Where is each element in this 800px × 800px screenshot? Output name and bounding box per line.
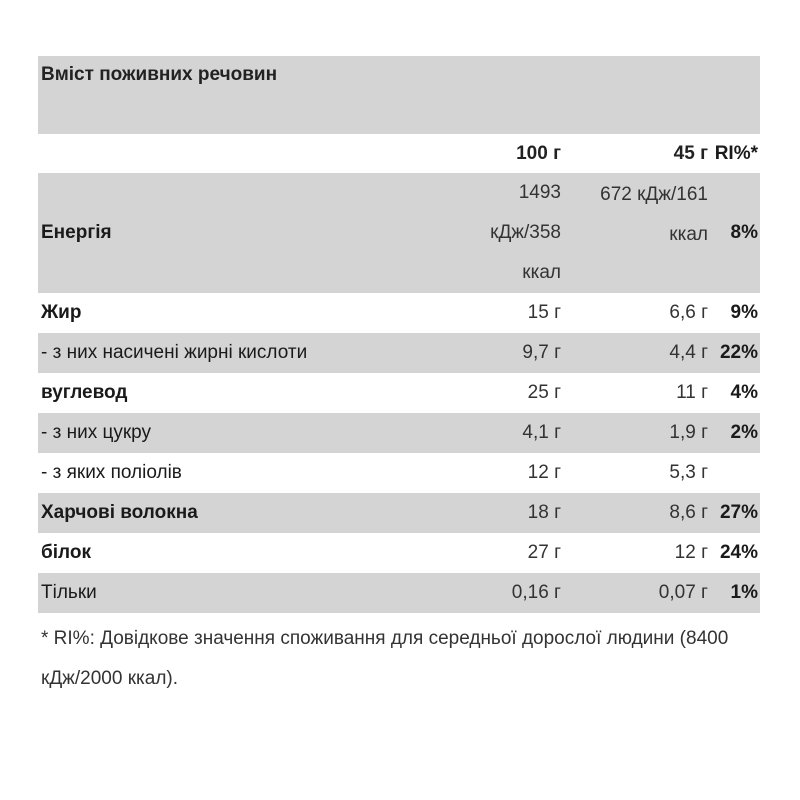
row-name: - з яких поліолів [41, 462, 182, 483]
row-name: Енергія [38, 173, 418, 293]
row-per45: 5,3 г [669, 462, 708, 483]
row-per100: 12 г [527, 462, 561, 483]
table-title: Вміст поживних речовин [38, 56, 760, 134]
table-row-energy [38, 173, 760, 293]
row-per100: 25 г [527, 382, 561, 403]
header-row [38, 134, 760, 173]
row-per45: 1,9 г [566, 413, 713, 453]
table-row-sugars [38, 413, 760, 453]
row-per45: 672 кДж/161 ккал [566, 173, 713, 293]
row-ri: 4% [730, 382, 758, 403]
row-ri: 22% [713, 333, 760, 373]
footnote: * RI%: Довідкове значення споживання для середньої дорослої людини (8400 кДж/2000 ккал). [41, 628, 729, 689]
row-ri: 2% [713, 413, 760, 453]
table-row-saturated [38, 333, 760, 373]
row-name: Тільки [38, 573, 418, 613]
row-ri: 8% [713, 173, 760, 293]
row-name: білок [41, 542, 91, 563]
row-per100: 1493 кДж/358 ккал [418, 173, 566, 293]
row-ri: 9% [730, 302, 758, 323]
table-row-salt [38, 573, 760, 613]
row-name: - з них насичені жирні кислоти [38, 333, 418, 373]
row-ri: 27% [713, 493, 760, 533]
table-row-protein [38, 533, 760, 573]
row-per45: 8,6 г [566, 493, 713, 533]
header-per100: 100 г [516, 142, 561, 164]
table-row-fiber [38, 493, 760, 533]
table-row-fat [38, 293, 760, 333]
row-per100: 9,7 г [418, 333, 566, 373]
header-ri: RI%* [714, 142, 758, 164]
row-ri: 1% [713, 573, 760, 613]
row-ri [713, 453, 760, 493]
header-name-cell [38, 134, 418, 173]
row-name: Харчові волокна [38, 493, 418, 533]
nutrition-table-container [38, 56, 760, 699]
row-per100: 18 г [418, 493, 566, 533]
table-row-carbs [38, 373, 760, 413]
row-per100: 27 г [527, 542, 561, 563]
row-per100: 4,1 г [418, 413, 566, 453]
row-per100: 0,16 г [418, 573, 566, 613]
row-per45: 11 г [676, 382, 708, 403]
row-ri: 24% [719, 542, 758, 563]
row-per45: 6,6 г [669, 302, 708, 323]
row-name: - з них цукру [38, 413, 418, 453]
row-per100: 15 г [527, 302, 561, 323]
row-per45: 4,4 г [566, 333, 713, 373]
row-per45: 0,07 г [566, 573, 713, 613]
row-name: Жир [41, 302, 82, 323]
row-name: вуглевод [41, 382, 128, 403]
header-per45: 45 г [673, 142, 708, 164]
nutrition-table [38, 134, 760, 613]
table-row-polyols [38, 453, 760, 493]
row-per45: 12 г [674, 542, 708, 563]
